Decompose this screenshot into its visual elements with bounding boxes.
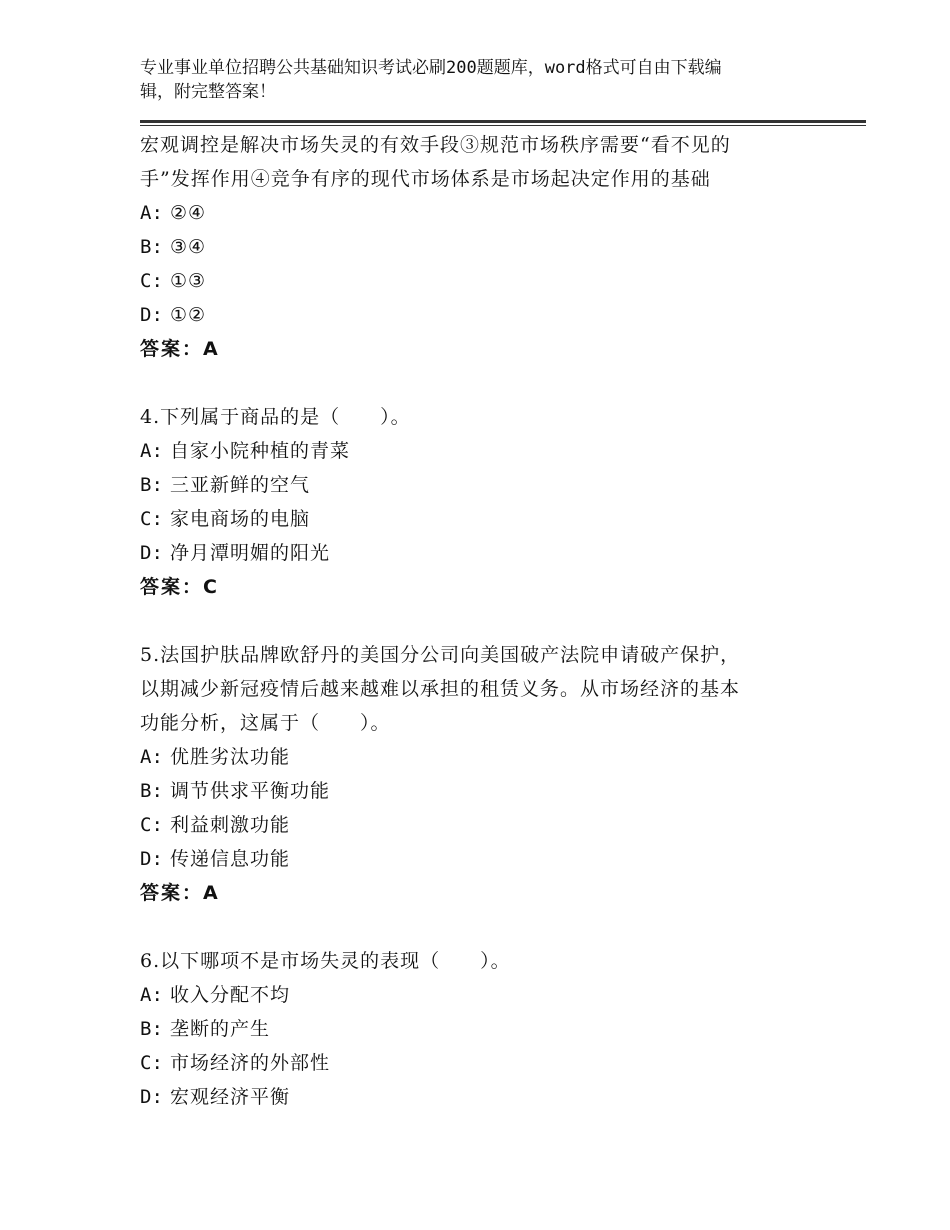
option-text: ①③ — [169, 270, 207, 292]
question-stem-line: 以期减少新冠疫情后越来越难以承担的租赁义务。从市场经济的基本 — [140, 678, 741, 700]
header-divider-thick — [140, 120, 866, 123]
option-key: B: — [140, 236, 163, 258]
option-c — [140, 264, 840, 298]
option-key: C: — [140, 270, 163, 292]
option-key: D: — [140, 848, 163, 870]
option-a — [140, 196, 840, 230]
question-content — [140, 128, 840, 1114]
question-stem-line: 宏观调控是解决市场失灵的有效手段③规范市场秩序需要“看不见的 — [140, 134, 731, 156]
question-stem-line: 5.法国护肤品牌欧舒丹的美国分公司向美国破产法院申请破产保护， — [140, 644, 741, 666]
option-b — [140, 468, 840, 502]
header-divider-thin — [140, 125, 866, 126]
answer-label: 答案：C — [140, 576, 219, 598]
question-3 — [140, 128, 840, 366]
option-a — [140, 434, 840, 468]
header-line-2: 辑，附完整答案！ — [140, 82, 276, 102]
option-key: D: — [140, 542, 163, 564]
option-key: B: — [140, 1018, 163, 1040]
option-text: 宏观经济平衡 — [169, 1086, 290, 1108]
option-key: C: — [140, 508, 163, 530]
option-text: 利益刺激功能 — [169, 814, 290, 836]
answer-label: 答案：A — [140, 882, 220, 904]
spacer — [140, 910, 840, 944]
answer-label: 答案：A — [140, 338, 220, 360]
option-key: B: — [140, 780, 163, 802]
option-d — [140, 1080, 840, 1114]
option-key: A: — [140, 202, 163, 224]
option-text: 调节供求平衡功能 — [169, 780, 330, 802]
option-text: ①② — [169, 304, 207, 326]
option-text: 收入分配不均 — [169, 984, 290, 1006]
option-key: A: — [140, 984, 163, 1006]
option-a — [140, 978, 840, 1012]
option-key: C: — [140, 1052, 163, 1074]
question-stem-line: 功能分析，这属于（ ）。 — [140, 712, 391, 734]
option-c — [140, 1046, 840, 1080]
question-stem-line: 手”发挥作用④竞争有序的现代市场体系是市场起决定作用的基础 — [140, 168, 711, 190]
question-stem: 4.下列属于商品的是（ ）。 — [140, 406, 411, 428]
question-6 — [140, 944, 840, 1114]
option-text: 垄断的产生 — [169, 1018, 270, 1040]
option-b — [140, 1012, 840, 1046]
option-d — [140, 298, 840, 332]
option-key: A: — [140, 440, 163, 462]
question-stem: 6.以下哪项不是市场失灵的表现（ ）。 — [140, 950, 511, 972]
spacer — [140, 366, 840, 400]
option-key: D: — [140, 304, 163, 326]
option-b — [140, 774, 840, 808]
option-key: A: — [140, 746, 163, 768]
header-line-1: 专业事业单位招聘公共基础知识考试必刷200题题库，word格式可自由下载编 — [140, 58, 722, 78]
option-d — [140, 842, 840, 876]
option-d — [140, 536, 840, 570]
page-header — [140, 56, 800, 104]
option-c — [140, 808, 840, 842]
option-text: 优胜劣汰功能 — [169, 746, 290, 768]
question-5 — [140, 638, 840, 910]
question-4 — [140, 400, 840, 604]
option-text: 净月潭明媚的阳光 — [169, 542, 330, 564]
option-text: 自家小院种植的青菜 — [169, 440, 350, 462]
option-text: 家电商场的电脑 — [169, 508, 310, 530]
option-c — [140, 502, 840, 536]
option-text: ③④ — [169, 236, 207, 258]
option-key: C: — [140, 814, 163, 836]
option-text: 传递信息功能 — [169, 848, 290, 870]
option-text: 市场经济的外部性 — [169, 1052, 330, 1074]
spacer — [140, 604, 840, 638]
option-a — [140, 740, 840, 774]
option-b — [140, 230, 840, 264]
option-key: D: — [140, 1086, 163, 1108]
option-text: 三亚新鲜的空气 — [169, 474, 310, 496]
option-text: ②④ — [169, 202, 207, 224]
option-key: B: — [140, 474, 163, 496]
